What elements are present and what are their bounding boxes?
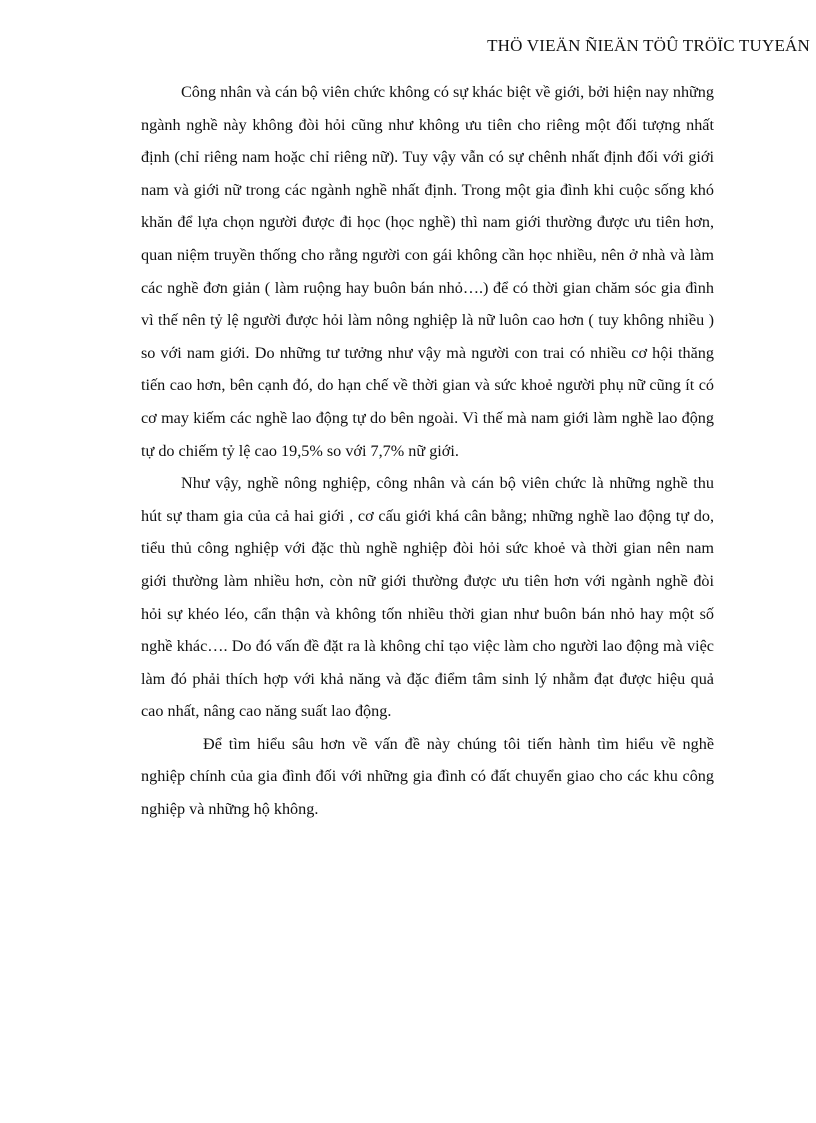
paragraph-1: Công nhân và cán bộ viên chức không có sự khác biệt về giới, bởi hiện nay những ngành nghề này không đòi hỏi cũng như không ưu tiên cho riêng một đối tượng nhất định (chỉ riêng nam hoặc chỉ riêng nữ). Tuy vậy vẫn có sự chênh nhất định đối với giới nam và giới nữ trong các ngành nghề nhất định. Trong một gia đình khi cuộc sống khó khăn để lựa chọn người được đi học (học nghề) thì nam giới thường được ưu tiên hơn, quan niệm truyền thống cho rằng người con gái không cần học nhiều, nên ở nhà và làm các nghề đơn giản ( làm ruộng hay buôn bán nhỏ….) để có thời gian chăm sóc gia đình vì thế nên tỷ lệ người được hỏi làm nông nghiệp là nữ luôn cao hơn ( tuy không nhiều ) so với nam giới. Do những tư tưởng như vậy mà người con trai có nhiều cơ hội thăng tiến cao hơn, bên cạnh đó, do hạn chế về thời gian và sức khoẻ người phụ nữ cũng ít có cơ may kiếm các nghề lao động tự do bên ngoài. Vì thế mà nam giới làm nghề lao động tự do chiếm tỷ lệ cao 19,5% so với 7,7% nữ giới. [141,83,714,460]
page-header-title: THÖ VIEÄN ÑIEÄN TÖÛ TRÖÏC TUYEÁN [487,36,810,55]
paragraph-3: Để tìm hiểu sâu hơn về vấn đề này chúng tôi tiến hành tìm hiểu về nghề nghiệp chính của gia đình đối với những gia đình có đất chuyển giao cho các khu công nghiệp và những hộ không. [141,734,714,819]
document-body [141,76,714,826]
paragraph-2: Như vậy, nghề nông nghiệp, công nhân và cán bộ viên chức là những nghề thu hút sự tham gia của cả hai giới , cơ cấu giới khá cân bằng; những nghề lao động tự do, tiểu thủ công nghiệp với đặc thù nghề nghiệp đòi hỏi sức khoẻ và thời gian nên nam giới thường làm nhiều hơn, còn nữ giới thường được ưu tiên hơn với ngành nghề đòi hỏi sự khéo léo, cẩn thận và không tốn nhiều thời gian như buôn bán nhỏ hay một số nghề khác…. Do đó vấn đề đặt ra là không chỉ tạo việc làm cho người lao động mà việc làm đó phải thích hợp với khả năng và đặc điểm tâm sinh lý nhằm đạt được hiệu quả cao nhất, nâng cao năng suất lao động. [141,474,714,721]
